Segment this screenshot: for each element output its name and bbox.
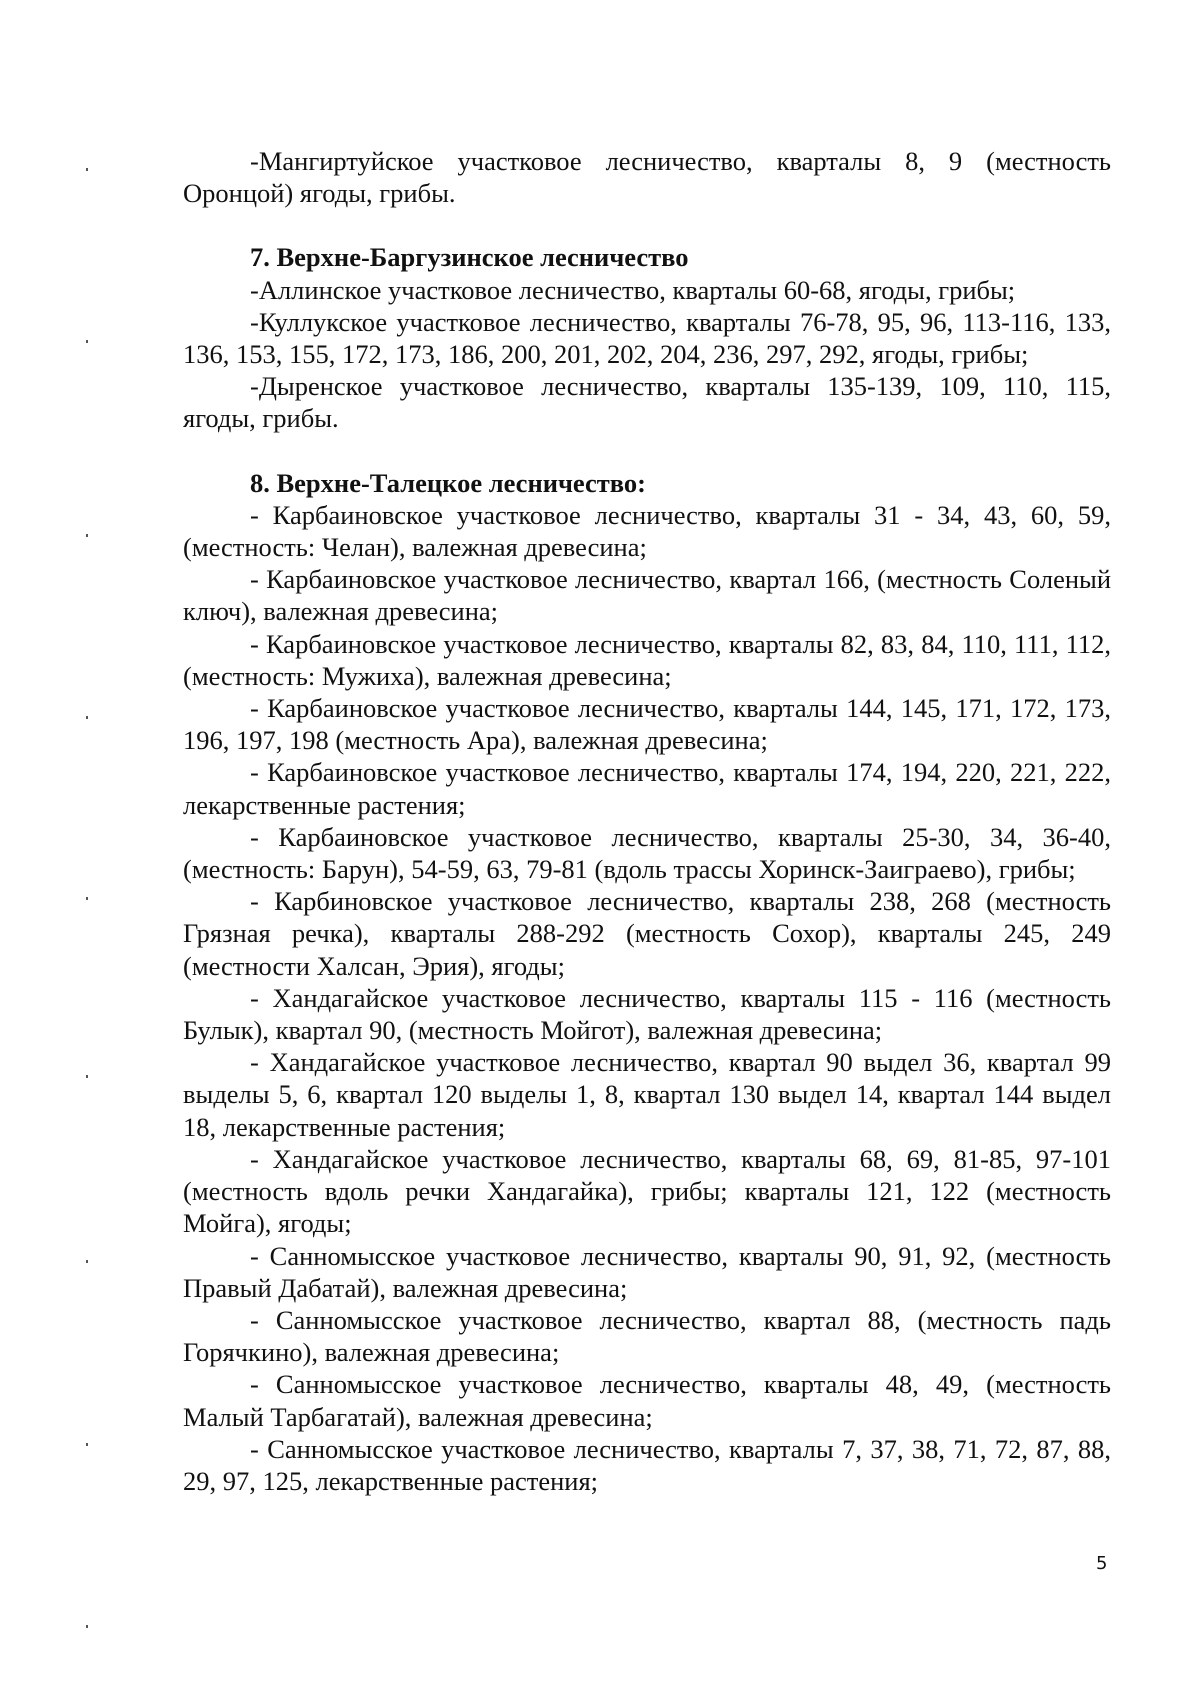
paragraph: -Аллинское участковое лесничество, кварталы 60-68, ягоды, грибы; bbox=[250, 274, 1016, 305]
paragraph: -Куллукское участковое лесничество, кварталы 76-78, 95, 96, 113-116, 133, 136, 153, 155, 172, 173, 186, 200, 201, 202, 204, 236, 297, 292, ягоды, грибы; bbox=[183, 306, 1111, 370]
paragraph: - Карбаиновское участковое лесничество, квартал 166, (местность Соленый ключ), валежная древесина; bbox=[183, 564, 1111, 627]
scan-mark bbox=[86, 534, 88, 537]
scan-mark bbox=[86, 1625, 88, 1628]
scan-mark bbox=[86, 1075, 88, 1078]
paragraph: - Карбаиновское участковое лесничество, кварталы 25-30, 34, 36-40, (местность: Барун), 54-59, 63, 79-81 (вдоль трассы Хоринск-Заиграево), грибы; bbox=[183, 821, 1111, 885]
document-body bbox=[183, 145, 1111, 1497]
scan-mark bbox=[86, 168, 88, 171]
scan-mark bbox=[86, 340, 88, 343]
section-heading: 7. Верхне-Баргузинское лесничество bbox=[250, 242, 689, 273]
paragraph: - Санномысское участковое лесничество, кварталы 48, 49, (местность Малый Тарбагатай), валежная древесина; bbox=[183, 1369, 1111, 1432]
scan-mark bbox=[86, 897, 88, 900]
paragraph: - Карбаиновское участковое лесничество, кварталы 31 - 34, 43, 60, 59, (местность: Челан), валежная древесина; bbox=[183, 499, 1111, 563]
paragraph: - Карбаиновское участковое лесничество, кварталы 174, 194, 220, 221, 222, лекарственные растения; bbox=[183, 757, 1111, 820]
paragraph: - Хандагайское участковое лесничество, кварталы 115 - 116 (местность Булык), квартал 90, (местность Мойгот), валежная древесина; bbox=[183, 982, 1111, 1046]
paragraph: - Хандагайское участковое лесничество, квартал 90 выдел 36, квартал 99 выделы 5, 6, квартал 120 выделы 1, 8, квартал 130 выдел 14, квартал 144 выдел 18, лекарственные растения; bbox=[183, 1047, 1111, 1142]
paragraph: - Карбаиновское участковое лесничество, кварталы 82, 83, 84, 110, 111, 112, (местность: Мужиха), валежная древесина; bbox=[183, 628, 1111, 691]
paragraph: -Дыренское участковое лесничество, кварталы 135-139, 109, 110, 115, ягоды, грибы. bbox=[183, 371, 1111, 434]
scan-mark bbox=[86, 1443, 88, 1446]
paragraph: - Карбаиновское участковое лесничество, кварталы 144, 145, 171, 172, 173, 196, 197, 198 (местность Ара), валежная древесина; bbox=[183, 693, 1111, 756]
section-heading: 8. Верхне-Талецкое лесничество: bbox=[250, 467, 646, 498]
scan-mark bbox=[86, 716, 88, 719]
paragraph: - Санномысское участковое лесничество, кварталы 90, 91, 92, (местность Правый Дабатай), валежная древесина; bbox=[183, 1240, 1111, 1303]
paragraph: - Хандагайское участковое лесничество, кварталы 68, 69, 81-85, 97-101 (местность вдоль речки Хандагайка), грибы; кварталы 121, 122 (местность Мойга), ягоды; bbox=[183, 1143, 1111, 1239]
paragraph: - Санномысское участковое лесничество, кварталы 7, 37, 38, 71, 72, 87, 88, 29, 97, 125, лекарственные растения; bbox=[183, 1433, 1111, 1496]
page-number: 5 bbox=[1096, 1553, 1108, 1574]
paragraph: -Мангиртуйское участковое лесничество, кварталы 8, 9 (местность Оронцой) ягоды, грибы. bbox=[183, 146, 1111, 209]
paragraph: - Санномысское участковое лесничество, квартал 88, (местность падь Горячкино), валежная древесина; bbox=[183, 1304, 1111, 1368]
paragraph: - Карбиновское участковое лесничество, кварталы 238, 268 (местность Грязная речка), кварталы 288-292 (местность Сохор), кварталы 245, 249 (местности Халсан, Эрия), ягоды; bbox=[183, 886, 1111, 981]
scan-mark bbox=[86, 1260, 88, 1263]
